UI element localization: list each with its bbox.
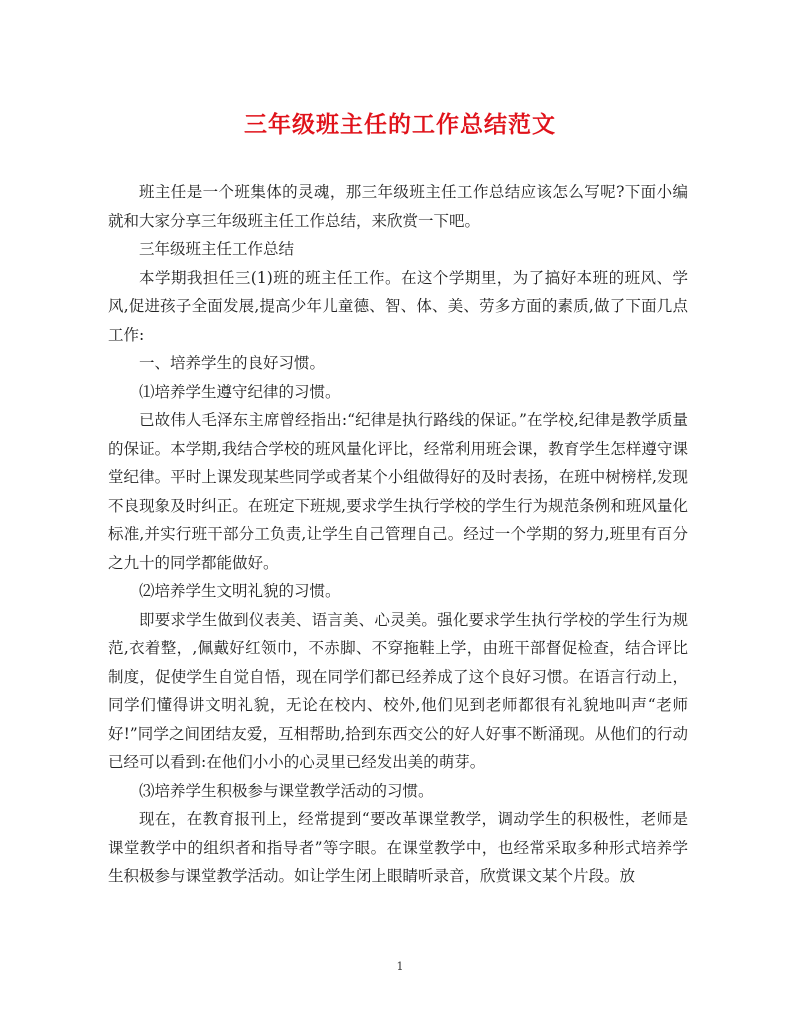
paragraph-courtesy: 即要求学生做到仪表美、语言美、心灵美。强化要求学生执行学校的学生行为规范,衣着整，,佩戴好红领巾，不赤脚、不穿拖鞋上学，由班干部督促检查，结合评比制度，促使学生自觉自悟，现在同学们都已经养成了这个良好习惯。在语言行动上，同学们懂得讲文明礼貌，无论在校内、校外,他们见到老师都很有礼貌地叫声“老师好!”同学之间团结友爱，互相帮助,拾到东西交公的好人好事不断涌现。从他们的行动已经可以看到:在他们小小的心灵里已经发出美的萌芽。 <box>108 610 688 771</box>
document-body <box>108 178 688 891</box>
paragraph-discipline: 已故伟人毛泽东主席曾经指出:“纪律是执行路线的保证。”在学校,纪律是教学质量的保证。本学期,我结合学校的班风量化评比，经常利用班会课，教育学生怎样遵守课堂纪律。平时上课发现某些同学或者某个小组做得好的及时表扬，在班中树榜样,发现不良现象及时纠正。在班定下班规,要求学生执行学校的学生行为规范条例和班风量化标准,并实行班干部分工负责,让学生自己管理自己。经过一个学期的努力,班里有百分之九十的同学都能做好。 <box>108 411 688 572</box>
subheading-participation: ⑶培养学生积极参与课堂教学活动的习惯。 <box>139 781 434 800</box>
paragraph-overview: 本学期我担任三(1)班的班主任工作。在这个学期里，为了搞好本班的班风、学风,促进孩子全面发展,提高少年儿童德、智、体、美、劳多方面的素质,做了下面几点工作: <box>108 268 688 344</box>
paragraph-subtitle: 三年级班主任工作总结 <box>139 240 295 258</box>
document-title: 三年级班主任的工作总结范文 <box>244 112 556 138</box>
subheading-courtesy: ⑵培养学生文明礼貌的习惯。 <box>139 582 341 600</box>
paragraph-participation: 现在，在教育报刊上，经常提到“要改革课堂教学，调动学生的积极性，老师是课堂教学中的组织者和指导者”等字眼。在课堂教学中，也经常采取多种形式培养学生积极参与课堂教学活动。如让学生闭上眼睛听录音，欣赏课文某个片段。放 <box>108 810 688 885</box>
paragraph-intro: 班主任是一个班集体的灵魂，那三年级班主任工作总结应该怎么写呢?下面小编就和大家分享三年级班主任工作总结，来欣赏一下吧。 <box>108 183 688 230</box>
page-number: 1 <box>396 960 404 973</box>
subheading-discipline: ⑴培养学生遵守纪律的习惯。 <box>139 382 341 401</box>
section-heading-habits: 一、培养学生的良好习惯。 <box>139 354 326 372</box>
